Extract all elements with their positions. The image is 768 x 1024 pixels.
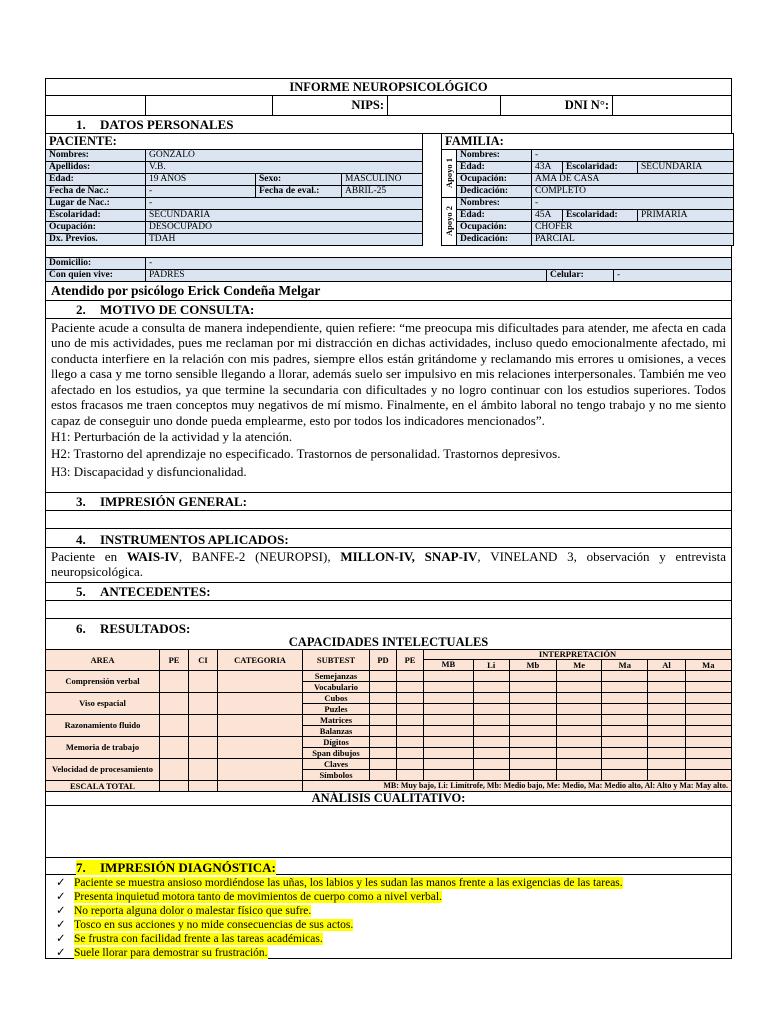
antecedentes-blank[interactable] <box>45 601 732 619</box>
col-pe2: PE <box>397 649 424 670</box>
family-header: FAMILIA: <box>442 133 734 149</box>
a2-esc: PRIMARIA <box>638 209 734 221</box>
check-icon: ✓ <box>56 904 66 917</box>
a2-edad: 45A <box>532 209 563 221</box>
a1-ded: COMPLETO <box>532 185 734 197</box>
section-datos-personales: 1. DATOS PERSONALES <box>45 116 732 134</box>
subtest-cell: Vocabulario <box>303 681 370 692</box>
list-item: ✓ Tosco en sus acciones y no mide consecuencias de sus actos. <box>56 918 354 931</box>
patient-feval: ABRIL-25 <box>342 185 423 197</box>
analisis-title: ANÁLISIS CUALITATIVO: <box>45 792 732 806</box>
col-pe: PE <box>160 649 189 670</box>
patient-nombres: GONZALO <box>146 149 423 161</box>
col-pd: PD <box>370 649 397 670</box>
a2-nombres: - <box>532 197 734 209</box>
check-icon: ✓ <box>56 918 66 931</box>
list-item: ✓ Presenta inquietud motora tanto de movimientos de cuerpo como a nivel verbal. <box>56 890 442 903</box>
patient-header: PACIENTE: <box>46 133 423 149</box>
patient-conquien: PADRES <box>146 269 547 281</box>
checks-list <box>46 876 731 960</box>
patient-apellidos: V.B. <box>146 161 423 173</box>
a2-ded: PARCIAL <box>532 233 734 245</box>
col-categoria: CATEGORIA <box>218 649 303 670</box>
personal-data-block <box>45 134 732 257</box>
section-resultados: 6. RESULTADOS: <box>45 619 732 635</box>
check-icon: ✓ <box>56 946 66 959</box>
section-impresion-general: 3. IMPRESIÓN GENERAL: <box>45 493 732 511</box>
results-table <box>45 649 732 792</box>
col-ci: CI <box>189 649 218 670</box>
subtest-cell: Dígitos <box>303 736 370 747</box>
list-item: ✓ No reporta alguna dolor o malestar físico que sufre. <box>56 904 312 917</box>
check-icon: ✓ <box>56 932 66 945</box>
list-item: ✓ Paciente se muestra ansioso mordiéndose las uñas, los labios y les sudan las manos frente a las exigencias de las tareas. <box>56 876 623 889</box>
patient-sexo: MASCULINO <box>342 173 423 185</box>
capacidades-title: CAPACIDADES INTELECTUALES <box>45 635 732 649</box>
motivo-block <box>45 319 732 493</box>
section-motivo: 2. MOTIVO DE CONSULTA: <box>45 301 732 319</box>
id-row <box>45 96 732 116</box>
area-cell: Comprensión verbal <box>46 670 160 692</box>
hypothesis-2: H2: Trastorno del aprendizaje no especificado. Trastornos de personalidad. Trastornos depresivos. <box>51 445 561 461</box>
address-table: Domicilio: - Con quien vive: PADRES Celular: - <box>45 257 732 282</box>
legend-text: MB: Muy bajo, Li: Limítrofe, Mb: Medio bajo, Me: Medio, Ma: Medio alto, Al: Alto y Ma: May alto. <box>303 780 732 791</box>
dni-value[interactable] <box>613 96 732 115</box>
table-row <box>46 736 732 747</box>
a1-nombres: - <box>532 149 734 161</box>
diagnostic-list <box>45 875 732 959</box>
subtest-cell: Claves <box>303 758 370 769</box>
patient-celular: - <box>614 269 732 281</box>
subtest-cell: Semejanzas <box>303 670 370 681</box>
patient-lugar: - <box>146 197 423 209</box>
subtest-cell: Cubos <box>303 692 370 703</box>
levels-row: MB Li Mb Me Ma Al Ma <box>46 659 732 670</box>
subtest-cell: Matrices <box>303 714 370 725</box>
family-table: FAMILIA: Apoyo 1 Nombres: - Edad: 43A Escolaridad: SECUNDARIA Ocupación: AMA DE CASA Dedicación: COMPLETO Apoyo 2 Nombres: - Edad: 45A Escolaridad: PRIMARIA Ocupación: CHOFER Dedicación: PARCIAL <box>441 133 734 246</box>
subtest-cell: Balanzas <box>303 725 370 736</box>
patient-fnac: - <box>146 185 256 197</box>
apoyo-1-label: Apoyo 1 <box>444 158 454 188</box>
hypothesis-3: H3: Discapacidad y disfuncionalidad. <box>51 464 247 479</box>
a2-ocup: CHOFER <box>532 221 734 233</box>
patient-edad: 19 AÑOS <box>146 173 256 185</box>
subtest-cell: Símbolos <box>303 769 370 780</box>
list-item: ✓ Se frustra con facilidad frente a las tareas académicas. <box>56 932 323 945</box>
col-area: AREA <box>46 649 160 670</box>
patient-escolaridad: SECUNDARIA <box>146 209 423 221</box>
a1-esc: SECUNDARIA <box>638 161 734 173</box>
escala-total: ESCALA TOTAL <box>46 780 160 791</box>
instrumentos-text: Paciente en WAIS-IV, BANFE-2 (NEUROPSI), MILLON-IV, SNAP-IV, VINELAND 3, observación y entrevista neuropsicológica. <box>45 548 732 583</box>
section-antecedentes: 5. ANTECEDENTES: <box>45 583 732 601</box>
col-interpretacion: INTERPRETACIÓN <box>424 649 732 659</box>
nips-value[interactable] <box>388 96 501 115</box>
table-row <box>46 758 732 769</box>
check-icon: ✓ <box>56 876 66 889</box>
motivo-text: Paciente acude a consulta de manera independiente, quien refiere: “me preocupa mis dificultades para atender, me afecta en cada uno de mis actividades, pues me reclaman por mi distracción en dichas actividades, incluso quedo emocionalmente afectado, mi conducta interfiere en la relación con mis padres, siempre ellos están gritándome y reclamando mis errores u omisiones, a veces llego a casa y me torno sensible llegando a llorar, además suelo ser impulsivo en mis relaciones interpersonales. También me veo afectado en los estudios, ya que termine la secundaria con dificultades y no logro continuar con los estudios superiores. Todos estos fracasos me traen conceptos muy negativos de mí mismo. Finalmente, en el ámbito laboral no tengo trabajo y no me siento capaz de conseguir uno donde pueda emplearme, esto por todos los indicadores mencionados”. <box>51 319 726 428</box>
impresion-general-blank[interactable] <box>45 511 732 529</box>
table-row <box>46 714 732 725</box>
hypothesis-1: H1: Perturbación de la actividad y la atención. <box>51 429 293 444</box>
area-cell: Razonamiento fluido <box>46 714 160 736</box>
analisis-blank[interactable] <box>45 806 732 858</box>
report-title: INFORME NEUROPSICOLÓGICO <box>45 78 732 96</box>
check-icon: ✓ <box>56 890 66 903</box>
nips-label: NIPS: <box>273 96 388 115</box>
section-impresion-diagnostica: 7. IMPRESIÓN DIAGNÓSTICA: <box>45 858 732 875</box>
subtest-cell: Span dibujos <box>303 747 370 758</box>
col-subtest: SUBTEST <box>303 649 370 670</box>
apoyo-2-label: Apoyo 2 <box>444 206 454 236</box>
a1-edad: 43A <box>532 161 563 173</box>
results-body <box>46 670 732 780</box>
table-row <box>46 670 732 681</box>
dni-label: DNI N°: <box>501 96 613 115</box>
patient-dx: TDAH <box>146 233 423 245</box>
section-instrumentos: 4. INSTRUMENTOS APLICADOS: <box>45 529 732 548</box>
patient-table: PACIENTE: Nombres: GONZALO Apellidos: V.B. Edad: 19 AÑOS Sexo: MASCULINO Fecha de Nac.: - Fecha de eval.: ABRIL-25 Lugar de Nac.: - Escolaridad: SECUNDARIA Ocupación: DESOCUPADO Dx. Previos. TDAH <box>45 133 423 246</box>
table-row <box>46 692 732 703</box>
list-item: ✓ Suele llorar para demostrar su frustración. <box>56 946 268 959</box>
subtest-cell: Puzles <box>303 703 370 714</box>
area-cell: Velocidad de procesamiento <box>46 758 160 780</box>
atendido-por: Atendido por psicólogo Erick Condeña Melgar <box>45 282 732 301</box>
patient-ocupacion: DESOCUPADO <box>146 221 423 233</box>
area-cell: Viso espacial <box>46 692 160 714</box>
report-page <box>45 78 732 959</box>
area-cell: Memoria de trabajo <box>46 736 160 758</box>
patient-domicilio: - <box>146 257 732 269</box>
a1-ocup: AMA DE CASA <box>532 173 734 185</box>
